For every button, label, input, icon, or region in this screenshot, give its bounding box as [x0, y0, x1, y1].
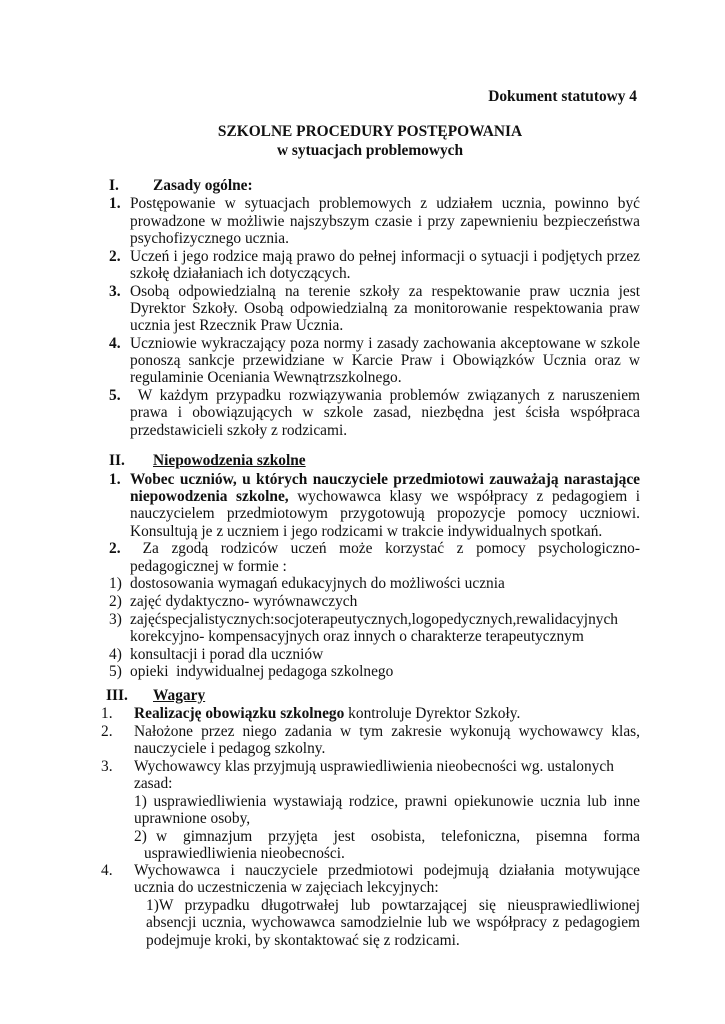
document-label: Dokument statutowy 4 [488, 88, 637, 105]
title-line-1: SZKOLNE PROCEDURY POSTĘPOWANIA [217, 123, 523, 140]
section-2-number: II. [109, 452, 125, 470]
section-3-number: III. [106, 687, 128, 704]
section-2-header [109, 452, 640, 469]
list-item [101, 862, 640, 897]
rule-text: w gimnazjum przyjęta jest osobista, telefoniczna, pisemna forma usprawiedliwienia nieobecności. [144, 827, 640, 862]
rule-item: 1) usprawiedliwienia wystawiają rodzice, prawni opiekunowie ucznia lub inne uprawnione osoby, [134, 792, 640, 828]
item-text: opieki indywidualnej pedagoga szkolnego [130, 663, 394, 681]
form-item [109, 593, 640, 610]
item-number: 4. [109, 334, 121, 352]
item-text: Postępowanie w sytuacjach problemowych z udziałem ucznia, powinno być prowadzone w możliwie najszybszym czasie i przy zapewnieniu bezpieczeństwa psychofizycznego ucznia. [130, 195, 640, 247]
item-text: Uczeń i jego rodzice mają prawo do pełnej informacji o sytuacji i podjętych przez szkołę działaniach ich dotyczących. [130, 247, 640, 282]
item-bold-text: Wobec uczniów, u których nauczyciele przedmiotowi zauważają narastające niepowodzenia szkolne, [130, 470, 640, 505]
item-number: 2. [101, 722, 113, 740]
section-1-header [109, 177, 640, 194]
item-number: 3) [109, 610, 122, 628]
list-item [101, 758, 640, 793]
list-item [109, 387, 644, 439]
item-number: 2. [109, 247, 121, 265]
section-3-heading: Wagary [153, 687, 206, 704]
list-item [109, 335, 640, 387]
item-text: Nałożone przez niego zadania w tym zakresie wykonują wychowawcy klas, nauczyciele i pedagog szkolny. [134, 722, 640, 758]
item-number: 4. [101, 862, 113, 880]
title-line-2: w sytuacjach problemowych [276, 142, 464, 159]
list-item [109, 540, 644, 575]
item-number: 1. [109, 195, 121, 213]
section-1-number: I. [109, 177, 119, 194]
form-item [109, 611, 640, 646]
section-3-header [106, 687, 640, 704]
item-text [134, 705, 640, 722]
item-number: 2) [134, 827, 147, 845]
item-text: Wychowawca i nauczyciele przedmiotowi podejmują działania motywujące ucznia do uczestniczenia w zajęciach lekcyjnych: [134, 862, 640, 897]
item-rest-text: kontroluje Dyrektor Szkoły. [344, 705, 521, 723]
item-text: Osobą odpowiedzialną na terenie szkoły za respektowanie praw ucznia jest Dyrektor Szkoły. Osobą odpowiedzialną za monitorowanie respektowania praw ucznia jest Rzecznik Praw Ucznia. [130, 282, 640, 335]
item-text: Za zgodą rodziców uczeń może korzystać z pomocy psychologiczno- pedagogicznej w formie : [130, 540, 644, 575]
item-number: 1) [109, 575, 122, 593]
list-item [101, 705, 640, 722]
item-text: zajęćspecjalistycznych:socjoterapeutycznych,logopedycznych,rewalidacyjnych korekcyjno- kompensacyjnych oraz innych o charakterze terapeutycznym [130, 610, 618, 645]
item-text: W każdym przypadku rozwiązywania problemów związanych z naruszeniem prawa i obowiązujących w szkole zasad, niezbędna jest ścisła współpraca przedstawicieli szkoły z rodzicami. [130, 387, 644, 439]
item-number: 1. [109, 470, 121, 488]
list-item [109, 283, 640, 335]
rule-item [134, 828, 640, 863]
list-item [109, 195, 640, 247]
item-text: dostosowania wymagań edukacyjnych do możliwości ucznia [130, 575, 505, 593]
form-item [109, 575, 640, 592]
list-item [101, 723, 640, 758]
item-text: Uczniowie wykraczający poza normy i zasady zachowania akceptowane w szkole ponoszą sankcje przewidziane w Karcie Praw i Obowiązków Ucznia oraz w regulaminie Oceniania Wewnątrzszkolnego. [130, 334, 640, 387]
item-text: Wychowawcy klas przyjmują usprawiedliwienia nieobecności wg. ustalonych zasad: [134, 757, 614, 793]
motivation-item: 1)W przypadku długotrwałej lub powtarzającej się nieusprawiedliwionej absencji ucznia, wychowawca samodzielnie lub we współpracy z pedagogiem podejmuje kroki, by skontaktować się z rodzicami. [146, 897, 640, 949]
item-number: 5. [109, 387, 121, 405]
section-3 [101, 687, 640, 949]
item-number: 2) [109, 592, 122, 610]
item-rest-text: wychowawca klasy we współpracy z pedagogiem i nauczycielem przedmiotowym przygotowują propozycje pomocy uczniowi. Konsultują je z uczniem i jego rodzicami w trakcie indywidualnych spotkań. [130, 488, 640, 540]
form-item [109, 646, 640, 663]
item-text: zajęć dydaktyczno- wyrównawczych [130, 592, 358, 610]
document-body [101, 177, 644, 949]
item-text: konsultacji i porad dla uczniów [130, 645, 324, 663]
section-2-heading: Niepowodzenia szkolne [153, 452, 306, 470]
item-text [130, 471, 640, 540]
form-item [109, 663, 640, 680]
item-number: 4) [109, 645, 122, 663]
item-number: 5) [109, 663, 122, 681]
item-bold-text: Realizację obowiązku szkolnego [134, 705, 345, 723]
item-number: 1. [101, 705, 113, 723]
list-item [109, 471, 640, 540]
item-number: 2. [109, 540, 121, 558]
list-item [109, 248, 640, 283]
item-number: 3. [109, 282, 121, 300]
section-1-heading: Zasady ogólne: [153, 177, 253, 194]
item-number: 3. [101, 757, 113, 775]
